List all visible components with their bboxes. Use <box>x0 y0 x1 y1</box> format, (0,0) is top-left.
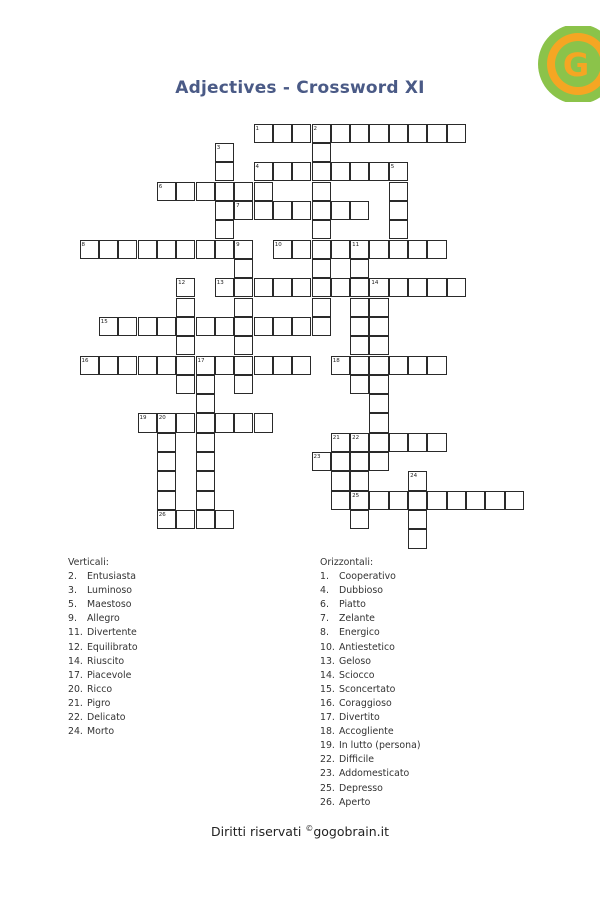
grid-cell[interactable] <box>389 491 408 510</box>
clue-row-text: Aperto <box>339 796 371 808</box>
grid-cell[interactable] <box>254 356 273 375</box>
grid-cell[interactable] <box>196 433 215 452</box>
clue-row-text: Sciocco <box>339 669 375 681</box>
clue-number: 7 <box>236 202 240 209</box>
grid-cell[interactable] <box>369 491 388 510</box>
clue-row-text: Luminoso <box>87 585 133 597</box>
grid-cell[interactable] <box>234 278 253 297</box>
grid-cell[interactable] <box>331 240 350 259</box>
clue-row <box>320 711 421 725</box>
clue-row <box>320 570 421 584</box>
grid-cell[interactable] <box>292 356 311 375</box>
clue-row-text: Cooperativo <box>339 571 396 583</box>
clue-row-text: Zelante <box>339 613 375 625</box>
grid-cell[interactable] <box>312 240 331 259</box>
grid-cell[interactable] <box>408 240 427 259</box>
grid-cell[interactable] <box>157 433 176 452</box>
grid-cell[interactable] <box>215 317 234 336</box>
grid-cell[interactable] <box>427 240 446 259</box>
clue-row <box>320 655 421 669</box>
clue-row-number: 8. <box>320 627 329 639</box>
grid-cell[interactable] <box>215 240 234 259</box>
clue-row-text: Maestoso <box>87 599 132 611</box>
grid-cell[interactable] <box>447 491 466 510</box>
clue-row-text: Piacevole <box>87 669 132 681</box>
clue-row-number: 2. <box>68 571 77 583</box>
clue-row <box>68 584 138 598</box>
clue-row <box>68 725 138 739</box>
grid-cell[interactable] <box>350 336 369 355</box>
clue-number: 9 <box>236 241 240 248</box>
grid-cell[interactable] <box>350 298 369 317</box>
clue-row-number: 18. <box>320 726 335 738</box>
grid-cell[interactable] <box>312 182 331 201</box>
clue-number: 3 <box>216 144 221 151</box>
clue-number: 11 <box>352 241 360 248</box>
clue-row-number: 6. <box>320 599 329 611</box>
grid-cell[interactable] <box>389 220 408 239</box>
grid-cell[interactable] <box>350 124 369 143</box>
grid-cell[interactable] <box>138 240 157 259</box>
down-clue-list <box>68 570 138 739</box>
clue-row-number: 13. <box>320 655 335 667</box>
grid-cell[interactable] <box>196 413 215 432</box>
grid-cell[interactable] <box>196 452 215 471</box>
clue-row-number: 4. <box>320 585 329 597</box>
clue-row-number: 14. <box>68 655 83 667</box>
clue-row-number: 14. <box>320 669 335 681</box>
grid-cell[interactable] <box>254 413 273 432</box>
clue-row <box>320 669 421 683</box>
clue-row-text: Energico <box>339 627 380 639</box>
grid-cell[interactable] <box>350 201 369 220</box>
grid-cell[interactable] <box>312 162 331 181</box>
grid-cell[interactable] <box>331 162 350 181</box>
grid-cell[interactable] <box>389 124 408 143</box>
grid-cell[interactable] <box>292 201 311 220</box>
footer-site: gogobrain.it <box>313 824 389 840</box>
clue-row-number: 24. <box>68 726 83 738</box>
grid-cell[interactable] <box>273 162 292 181</box>
clue-row-text: Entusiasta <box>87 571 137 583</box>
clue-row-number: 11. <box>68 627 83 639</box>
clue-row-text: Accogliente <box>339 726 394 738</box>
clue-row-number: 1. <box>320 571 329 583</box>
clue-number: 18 <box>332 357 340 364</box>
grid-cell[interactable] <box>215 201 234 220</box>
clue-number: 2 <box>313 125 317 132</box>
clue-row-text: Divertente <box>87 627 137 639</box>
clue-row-text: Antiestetico <box>339 641 395 653</box>
grid-cell[interactable] <box>350 452 369 471</box>
grid-cell[interactable] <box>408 510 427 529</box>
grid-cell[interactable] <box>389 240 408 259</box>
grid-cell[interactable] <box>176 317 195 336</box>
clue-row <box>68 598 138 612</box>
grid-cell[interactable] <box>215 356 234 375</box>
clue-row <box>68 626 138 640</box>
grid-cell[interactable] <box>312 259 331 278</box>
grid-cell[interactable] <box>176 413 195 432</box>
clue-row-number: 3. <box>68 585 77 597</box>
clue-row-number: 17. <box>68 669 83 681</box>
grid-cell[interactable] <box>331 452 350 471</box>
clue-number: 21 <box>332 434 340 441</box>
clue-row <box>320 767 421 781</box>
clue-row-text: Pigro <box>87 697 111 709</box>
clue-row-text: Sconcertato <box>339 683 396 695</box>
grid-cell[interactable] <box>196 375 215 394</box>
grid-cell[interactable] <box>408 124 427 143</box>
down-clues <box>68 556 138 739</box>
clue-number: 16 <box>81 357 89 364</box>
grid-cell[interactable] <box>176 375 195 394</box>
grid-cell[interactable] <box>254 201 273 220</box>
grid-cell[interactable] <box>408 491 427 510</box>
grid-cell[interactable] <box>176 336 195 355</box>
clue-number: 14 <box>371 280 379 287</box>
grid-cell[interactable] <box>157 452 176 471</box>
grid-cell[interactable] <box>215 510 234 529</box>
grid-cell[interactable] <box>273 201 292 220</box>
grid-cell[interactable] <box>215 182 234 201</box>
grid-cell[interactable] <box>234 298 253 317</box>
grid-cell[interactable] <box>466 491 485 510</box>
clue-number: 22 <box>352 434 360 441</box>
grid-cell[interactable] <box>118 240 137 259</box>
clue-row-text: Difficile <box>339 754 375 766</box>
grid-cell[interactable] <box>369 394 388 413</box>
grid-cell[interactable] <box>196 317 215 336</box>
grid-cell[interactable] <box>389 356 408 375</box>
clue-row <box>68 683 138 697</box>
grid-cell[interactable] <box>215 413 234 432</box>
grid-cell[interactable] <box>118 317 137 336</box>
footer-text: Diritti riservati <box>211 824 306 840</box>
clue-row-text: Geloso <box>339 655 371 667</box>
clue-row <box>68 669 138 683</box>
grid-cell[interactable] <box>389 201 408 220</box>
clue-row <box>320 626 421 640</box>
grid-cell[interactable] <box>292 278 311 297</box>
grid-cell[interactable] <box>118 356 137 375</box>
clue-row <box>320 584 421 598</box>
grid-cell[interactable] <box>369 433 388 452</box>
clue-number: 13 <box>216 280 224 287</box>
clue-row-text: Dubbioso <box>339 585 384 597</box>
grid-cell[interactable] <box>254 317 273 336</box>
grid-cell[interactable] <box>427 356 446 375</box>
clue-row-number: 15. <box>320 683 335 695</box>
grid-cell[interactable] <box>157 491 176 510</box>
copyright-footer <box>0 824 600 839</box>
grid-cell[interactable] <box>273 317 292 336</box>
grid-cell[interactable] <box>331 491 350 510</box>
clue-row-number: 21. <box>68 697 83 709</box>
clue-row-text: Equilibrato <box>87 641 138 653</box>
grid-cell[interactable] <box>369 375 388 394</box>
grid-cell[interactable] <box>196 491 215 510</box>
grid-cell[interactable] <box>331 124 350 143</box>
clue-row <box>68 612 138 626</box>
clue-number: 10 <box>274 241 282 248</box>
grid-cell[interactable] <box>176 298 195 317</box>
grid-cell[interactable] <box>447 124 466 143</box>
grid-cell[interactable] <box>196 240 215 259</box>
grid-cell[interactable] <box>292 317 311 336</box>
clue-row-number: 20. <box>68 683 83 695</box>
grid-cell[interactable] <box>350 356 369 375</box>
grid-cell[interactable] <box>350 510 369 529</box>
clue-number: 8 <box>81 241 85 248</box>
grid-cell[interactable] <box>196 394 215 413</box>
grid-cell[interactable] <box>234 317 253 336</box>
grid-cell[interactable] <box>350 162 369 181</box>
grid-cell[interactable] <box>369 356 388 375</box>
clue-row-text: Morto <box>87 726 115 738</box>
copyright-symbol: © <box>305 824 314 833</box>
grid-cell[interactable] <box>292 124 311 143</box>
clue-row-number: 12. <box>68 641 83 653</box>
grid-cell[interactable] <box>485 491 504 510</box>
clue-number: 6 <box>158 183 163 190</box>
grid-cell[interactable] <box>331 278 350 297</box>
clue-number: 20 <box>158 415 166 422</box>
across-heading: Orizzontali: <box>320 557 374 568</box>
clue-number: 23 <box>313 454 321 461</box>
grid-cell[interactable] <box>408 356 427 375</box>
grid-cell[interactable] <box>389 433 408 452</box>
clue-number: 5 <box>390 164 395 171</box>
clue-number: 17 <box>197 357 205 364</box>
clue-row <box>320 683 421 697</box>
grid-cell[interactable] <box>447 278 466 297</box>
grid-cell[interactable] <box>273 124 292 143</box>
grid-cell[interactable] <box>234 356 253 375</box>
clue-row-number: 23. <box>320 768 335 780</box>
grid-cell[interactable] <box>292 240 311 259</box>
grid-cell[interactable] <box>350 259 369 278</box>
clue-number: 24 <box>410 473 418 480</box>
clue-number: 12 <box>178 280 186 287</box>
clue-row <box>320 697 421 711</box>
clue-row <box>320 725 421 739</box>
grid-cell[interactable] <box>176 356 195 375</box>
clue-row <box>320 612 421 626</box>
grid-cell[interactable] <box>369 452 388 471</box>
grid-cell[interactable] <box>369 162 388 181</box>
grid-cell[interactable] <box>234 259 253 278</box>
clue-row <box>320 598 421 612</box>
clue-row-number: 16. <box>320 697 335 709</box>
clue-row-number: 26. <box>320 796 335 808</box>
logo-letter: G <box>562 46 590 84</box>
clue-row-text: Piatto <box>339 599 366 611</box>
grid-cell[interactable] <box>215 220 234 239</box>
clue-row-number: 17. <box>320 712 335 724</box>
clue-number: 1 <box>255 125 259 132</box>
clue-number: 4 <box>255 164 259 171</box>
clue-row-number: 10. <box>320 641 335 653</box>
clue-row-number: 22. <box>320 754 335 766</box>
across-clues <box>320 556 421 810</box>
clue-row-number: 7. <box>320 613 329 625</box>
grid-cell[interactable] <box>331 201 350 220</box>
clue-row <box>320 641 421 655</box>
clue-number: 19 <box>139 415 147 422</box>
grid-cell[interactable] <box>312 201 331 220</box>
clue-row-number: 19. <box>320 740 335 752</box>
grid-cell[interactable] <box>138 356 157 375</box>
grid-cell[interactable] <box>273 356 292 375</box>
grid-cell[interactable] <box>196 471 215 490</box>
clue-row <box>320 739 421 753</box>
grid-cell[interactable] <box>331 471 350 490</box>
clue-row-text: Delicato <box>87 712 126 724</box>
clue-row-number: 9. <box>68 613 77 625</box>
grid-cell[interactable] <box>234 182 253 201</box>
grid-cell[interactable] <box>312 143 331 162</box>
grid-cell[interactable] <box>99 240 118 259</box>
clue-row-number: 22. <box>68 712 83 724</box>
grid-cell[interactable] <box>234 413 253 432</box>
grid-cell[interactable] <box>157 471 176 490</box>
grid-cell[interactable] <box>138 317 157 336</box>
clue-number: 26 <box>158 512 166 519</box>
grid-cell[interactable] <box>292 162 311 181</box>
grid-cell[interactable] <box>350 278 369 297</box>
grid-cell[interactable] <box>196 182 215 201</box>
grid-cell[interactable] <box>389 182 408 201</box>
grid-cell[interactable] <box>176 182 195 201</box>
grid-cell[interactable] <box>369 240 388 259</box>
grid-cell[interactable] <box>99 356 118 375</box>
grid-cell[interactable] <box>157 240 176 259</box>
grid-cell[interactable] <box>369 298 388 317</box>
clue-row-text: In lutto (persona) <box>339 740 421 752</box>
grid-cell[interactable] <box>408 433 427 452</box>
clue-row <box>68 641 138 655</box>
clue-row-text: Allegro <box>87 613 120 625</box>
clue-row-text: Addomesticato <box>339 768 410 780</box>
grid-cell[interactable] <box>273 278 292 297</box>
clue-row-text: Riuscito <box>87 655 125 667</box>
grid-cell[interactable] <box>254 182 273 201</box>
grid-cell[interactable] <box>157 317 176 336</box>
clue-row <box>68 711 138 725</box>
clue-row <box>320 782 421 796</box>
grid-cell[interactable] <box>505 491 524 510</box>
grid-cell[interactable] <box>369 317 388 336</box>
clue-row <box>320 753 421 767</box>
grid-cell[interactable] <box>427 491 446 510</box>
grid-cell[interactable] <box>369 336 388 355</box>
across-clue-list <box>320 570 421 810</box>
clue-row-number: 5. <box>68 599 77 611</box>
page-title: Adjectives - Crossword XI <box>175 78 425 98</box>
grid-cell[interactable] <box>176 510 195 529</box>
grid-cell[interactable] <box>254 278 273 297</box>
grid-cell[interactable] <box>215 162 234 181</box>
grid-cell[interactable] <box>389 278 408 297</box>
clue-row-text: Coraggioso <box>339 697 392 709</box>
clue-row <box>320 796 421 810</box>
grid-cell[interactable] <box>369 124 388 143</box>
down-heading: Verticali: <box>68 557 109 568</box>
grid-cell[interactable] <box>234 375 253 394</box>
grid-cell[interactable] <box>312 298 331 317</box>
clue-row <box>68 655 138 669</box>
grid-cell[interactable] <box>350 471 369 490</box>
grid-cell[interactable] <box>312 317 331 336</box>
clue-row-number: 25. <box>320 782 335 794</box>
clue-row <box>68 697 138 711</box>
clue-row-text: Ricco <box>87 683 113 695</box>
grid-cell[interactable] <box>157 356 176 375</box>
clue-row-text: Depresso <box>339 782 383 794</box>
grid-cell[interactable] <box>312 278 331 297</box>
grid-cell[interactable] <box>234 336 253 355</box>
grid-cell[interactable] <box>350 317 369 336</box>
grid-cell[interactable] <box>196 510 215 529</box>
grid-cell[interactable] <box>408 278 427 297</box>
grid-cell[interactable] <box>408 529 427 548</box>
grid-cell[interactable] <box>312 220 331 239</box>
grid-cell[interactable] <box>350 375 369 394</box>
clue-number: 25 <box>352 492 360 499</box>
grid-cell[interactable] <box>369 413 388 432</box>
grid-cell[interactable] <box>427 124 446 143</box>
grid-cell[interactable] <box>427 278 446 297</box>
grid-cell[interactable] <box>427 433 446 452</box>
clue-number: 15 <box>100 318 108 325</box>
clue-row <box>68 570 138 584</box>
grid-cell[interactable] <box>176 240 195 259</box>
clue-row-text: Divertito <box>339 712 380 724</box>
